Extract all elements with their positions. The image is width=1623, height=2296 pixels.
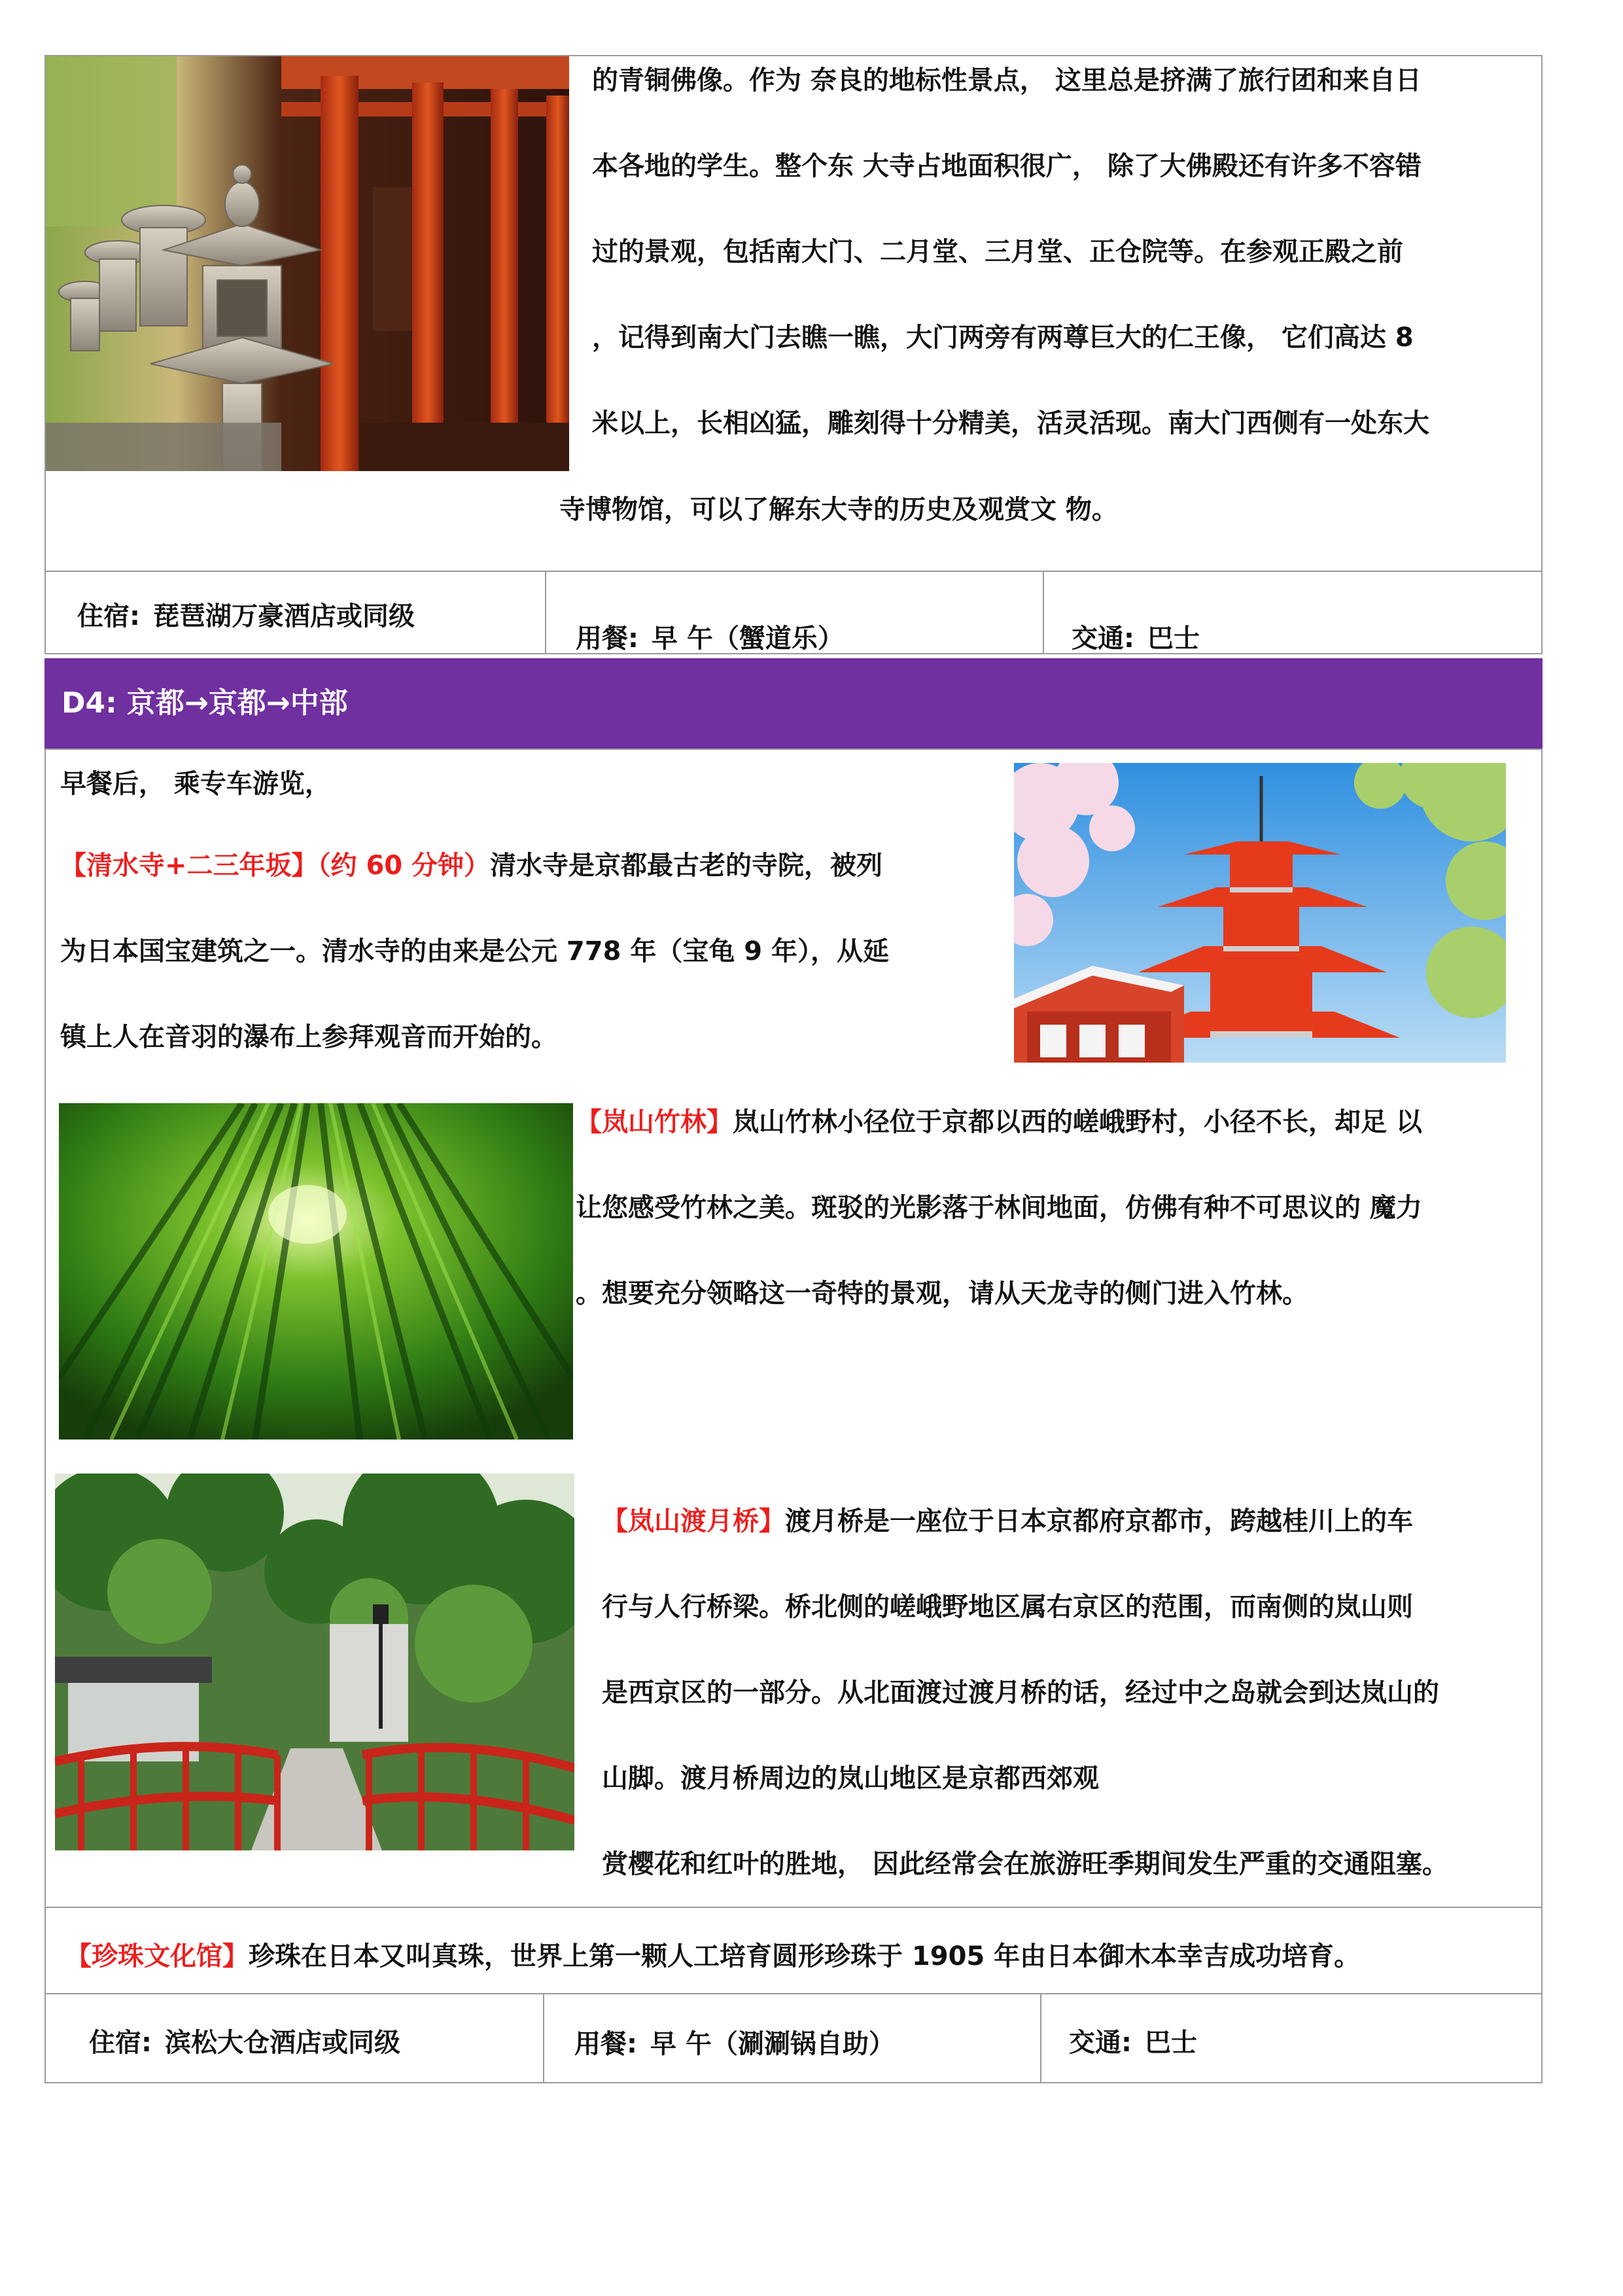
stay-label: 住宿: [89,2028,152,2058]
kiyomizu-line: 镇上人在音羽的瀑布上参拜观音而开始的。 [60,1022,557,1052]
red-bridge-photo [55,1474,574,1850]
day4-transport-info [1069,2022,1197,2059]
top-info-divider [44,571,1543,572]
transport-value: 巴士 [1145,2028,1197,2058]
top-description-line: 寺博物馆，可以了解东大寺的历史及观赏文 物。 [559,495,1118,525]
togetsukyo-line: 山脚。渡月桥周边的岚山地区是京都西郊观 [602,1763,1099,1793]
pearl-text: 珍珠在日本又叫真珠，世界上第一颗人工培育圆形珍珠于 1905 年由日本御木本幸吉成功培育。 [249,1941,1361,1971]
bamboo-line: 让您感受竹林之美。斑驳的光影落于林间地面，仿佛有种不可思议的 魔力 [576,1193,1422,1223]
top-info-col-divider-1 [545,571,546,654]
top-description-line: 的青铜佛像。作为 奈良的地标性景点， 这里总是挤满了旅行团和来自日 [592,65,1422,96]
top-stay-info [77,595,415,633]
stay-value: 琵琶湖万豪酒店或同级 [153,601,415,631]
day4-info-col-divider-2 [1040,1993,1041,2083]
top-transport-info [1072,618,1200,655]
day4-intro: 早餐后， 乘专车游览， [60,769,331,799]
temple-lanterns-photo [46,56,569,471]
pearl-description [65,1935,1360,1973]
togetsukyo-line: 行与人行桥梁。桥北侧的嵯峨野地区属右京区的范围，而南侧的岚山则 [602,1592,1413,1622]
pearl-title: 【珍珠文化馆】 [65,1941,249,1971]
bamboo-text: 岚山竹林小径位于京都以西的嵯峨野村，小径不长，却足 以 [733,1107,1422,1137]
bamboo-line: 。想要充分领略这一奇特的景观，请从天龙寺的侧门进入竹林。 [576,1279,1308,1309]
bamboo-title: 【岚山竹林】 [576,1107,733,1137]
togetsukyo-description [602,1479,1448,1907]
meal-value: 早 午（涮涮锅自助） [650,2029,895,2059]
bamboo-description [576,1080,1422,1337]
top-description-line: 过的景观，包括南大门、二月堂、三月堂、正仓院等。在参观正殿之前 [592,237,1403,267]
togetsukyo-line [602,1479,1448,1564]
top-description-end [559,467,1118,553]
kiyomizu-pagoda-photo [1014,763,1506,1063]
day4-header [44,658,1543,749]
top-description-line: 本各地的学生。整个东 大寺占地面积很广， 除了大佛殿还有许多不容错 [592,151,1422,181]
togetsukyo-text: 渡月桥是一座位于日本京都府京都市，跨越桂川上的车 [785,1506,1413,1536]
top-meal-info [576,618,844,655]
togetsukyo-line: 赏樱花和红叶的胜地， 因此经常会在旅游旺季期间发生严重的交通阻塞。 [602,1849,1448,1879]
day4-info-col-divider-1 [543,1993,544,2083]
kiyomizu-line: 为日本国宝建筑之一。清水寺的由来是公元 778 年（宝龟 9 年），从延 [60,936,890,966]
kiyomizu-title: 【清水寺+二三年坂】（约 60 分钟） [60,851,491,881]
top-description-line: ，记得到南大门去瞧一瞧，大门两旁有两尊巨大的仁王像， 它们高达 8 [592,323,1414,353]
transport-label: 交通: [1069,2028,1132,2058]
togetsukyo-line: 是西京区的一部分。从北面渡过渡月桥的话，经过中之岛就会到达岚山的 [602,1678,1439,1708]
day4-info-divider [44,1993,1543,1994]
top-description [592,38,1429,467]
meal-value: 早 午（蟹道乐） [652,624,844,654]
bamboo-forest-photo [59,1103,573,1439]
day4-stay-info [89,2022,400,2059]
kiyomizu-description [60,823,889,1080]
stay-label: 住宿: [77,601,140,631]
bamboo-line [576,1080,1422,1165]
meal-label: 用餐: [574,2029,637,2059]
transport-label: 交通: [1072,624,1134,654]
transport-value: 巴士 [1147,624,1200,654]
meal-label: 用餐: [576,624,638,654]
top-description-line: 米以上，长相凶猛，雕刻得十分精美，活灵活现。南大门西侧有一处东大 [592,408,1429,438]
day4-title: D4: 京都→京都→中部 [61,686,348,720]
kiyomizu-text: 清水寺是京都最古老的寺院，被列 [490,851,883,881]
day4-meal-info [574,2023,895,2060]
togetsukyo-title: 【岚山渡月桥】 [602,1506,785,1536]
stay-value: 滨松大仓酒店或同级 [165,2028,400,2058]
kiyomizu-line [60,823,889,909]
top-info-col-divider-2 [1043,571,1044,654]
